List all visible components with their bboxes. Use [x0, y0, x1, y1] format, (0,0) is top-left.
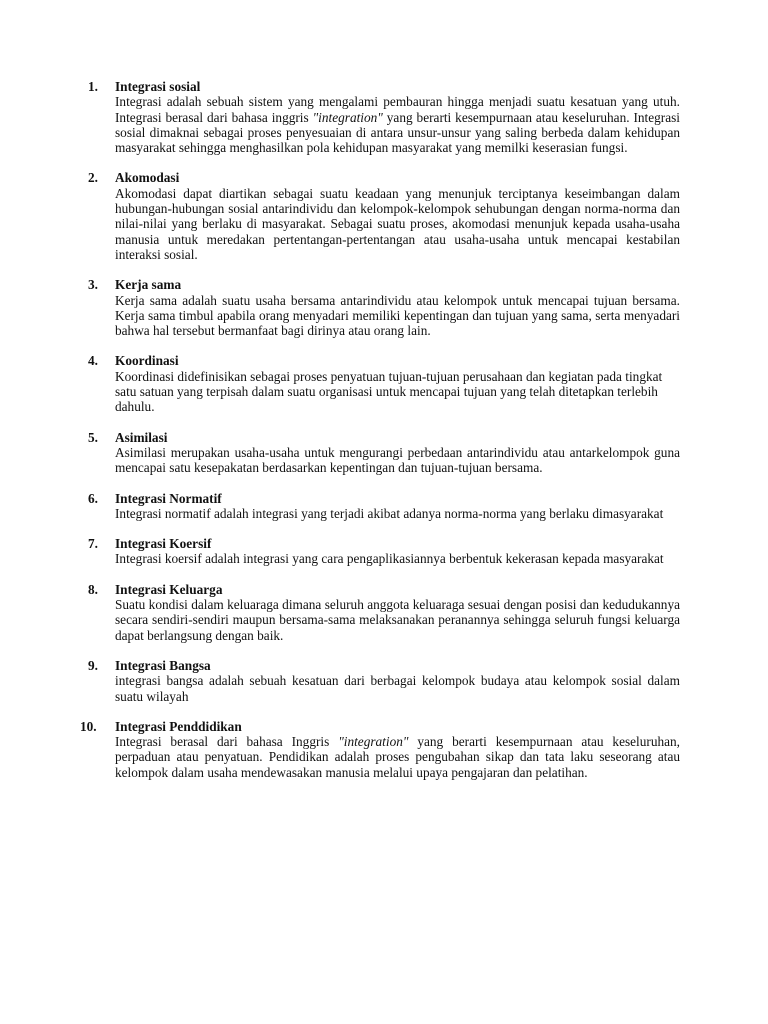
item-body: Integrasi normatif adalah integrasi yang terjadi akibat adanya norma-norma yang berlaku dimasyarakat: [115, 505, 664, 521]
item-number: 8.: [88, 581, 98, 597]
item-body: [115, 734, 680, 780]
item-heading: Integrasi sosial: [115, 79, 201, 94]
list-item: [88, 79, 680, 155]
item-body-text: Integrasi adalah sebuah sistem yang mengalami pembauran hingga menjadi suatu kesatuan yang utuh. Integrasi berasal dari bahasa inggris: [115, 94, 680, 125]
item-number: 2.: [88, 170, 98, 186]
item-heading: Integrasi Koersif: [115, 536, 212, 552]
item-body-text: yang berarti kesempurnaan atau keseluruhan, perpaduan atau penyatuan. Pendidikan adalah proses pengubahan sikap dan tata laku seseorang atau kelompok dalam usaha mendewasakan manusia melalui upaya pengajaran dan pelatihan.: [115, 734, 680, 780]
list-item: [88, 582, 680, 643]
item-body: Koordinasi didefinisikan sebagai proses penyatuan tujuan-tujuan perusahaan dan kegiatan pada tingkat satu satuan yang terpisah dalam suatu organisasi untuk mencapai tujuan yang telah ditetapkan terlebih dahulu.: [115, 368, 663, 415]
list-item: [88, 277, 680, 338]
item-body: Asimilasi merupakan usaha-usaha untuk mengurangi perbedaan antarindividu atau antarkelompok guna mencapai satu kesepakatan berdasarkan kepentingan dan tujuan-tujuan bersama.: [115, 444, 680, 476]
item-body: Kerja sama adalah suatu usaha bersama antarindividu atau kelompok untuk mencapai tujuan bersama. Kerja sama timbul apabila orang menyadari memiliki kepentingan dan tujuan yang sama, serta menyadari bahwa hal tersebut bermanfaat bagi dirinya atau orang lain.: [115, 292, 680, 339]
item-heading: Kerja sama: [115, 277, 182, 293]
item-body: integrasi bangsa adalah sebuah kesatuan dari berbagai kelompok budaya atau kelompok sosial dalam suatu wilayah: [115, 673, 680, 704]
item-body: Akomodasi dapat diartikan sebagai suatu keadaan yang menunjuk terciptanya keseimbangan dalam hubungan-hubungan sosial antarindividu dan kelompok-kelompok sehubungan dengan norma-norma dan nilai-nilai yang berlaku di masyarakat. Sebagai suatu proses, akomodasi menunjuk kepada usaha-usaha manusia untuk meredakan pertentangan-pertentangan atau usaha-usaha untuk mencapai kestabilan interaksi sosial.: [115, 185, 680, 262]
item-body-text: Integrasi berasal dari bahasa Inggris: [115, 734, 339, 750]
item-heading: Akomodasi: [115, 170, 180, 186]
item-number: 7.: [88, 536, 98, 552]
item-body: Integrasi koersif adalah integrasi yang cara pengaplikasiannya berbentuk kekerasan kepada masyarakat: [115, 551, 664, 567]
item-body: Suatu kondisi dalam keluaraga dimana seluruh anggota keluaraga sesuai dengan posisi dan kedudukannya secara sendiri-sendiri maupun bersama-sama melaksanakan peranannya sehingga seluruh fungsi keluarga dapat berlangsung dengan baik.: [115, 597, 680, 643]
item-number: 1.: [88, 79, 98, 94]
list-item: [80, 718, 680, 780]
item-number: 4.: [88, 353, 98, 369]
item-number: 3.: [88, 277, 98, 293]
item-heading: Integrasi Normatif: [115, 490, 222, 506]
numbered-list: [80, 79, 680, 795]
item-number: 9.: [88, 657, 98, 673]
item-heading: Integrasi Penddidikan: [115, 718, 242, 734]
item-body-text: yang berarti kesempurnaan atau keseluruhan. Integrasi sosial dimaknai sebagai proses penyesuaian di antara unsur-unsur yang saling berbeda dalam kehidupan masyarakat sehingga menghasilkan pola kehidupan masyarakat yang memilki keserasian fungsi.: [115, 109, 680, 156]
item-heading: Integrasi Keluarga: [115, 581, 223, 597]
item-heading: Koordinasi: [115, 353, 179, 369]
item-body-italic: "integration": [312, 109, 383, 125]
item-heading: Asimilasi: [115, 429, 168, 445]
item-body: [115, 94, 680, 155]
list-item: [88, 658, 680, 704]
list-item: [88, 170, 680, 262]
list-item: [88, 353, 680, 414]
item-number: 10.: [80, 718, 97, 734]
list-item: [88, 536, 680, 567]
item-number: 6.: [88, 490, 98, 506]
item-number: 5.: [88, 429, 98, 445]
item-heading: Integrasi Bangsa: [115, 657, 211, 673]
list-item: [88, 491, 680, 522]
list-item: [88, 430, 680, 476]
item-body-italic: "integration": [338, 734, 409, 750]
